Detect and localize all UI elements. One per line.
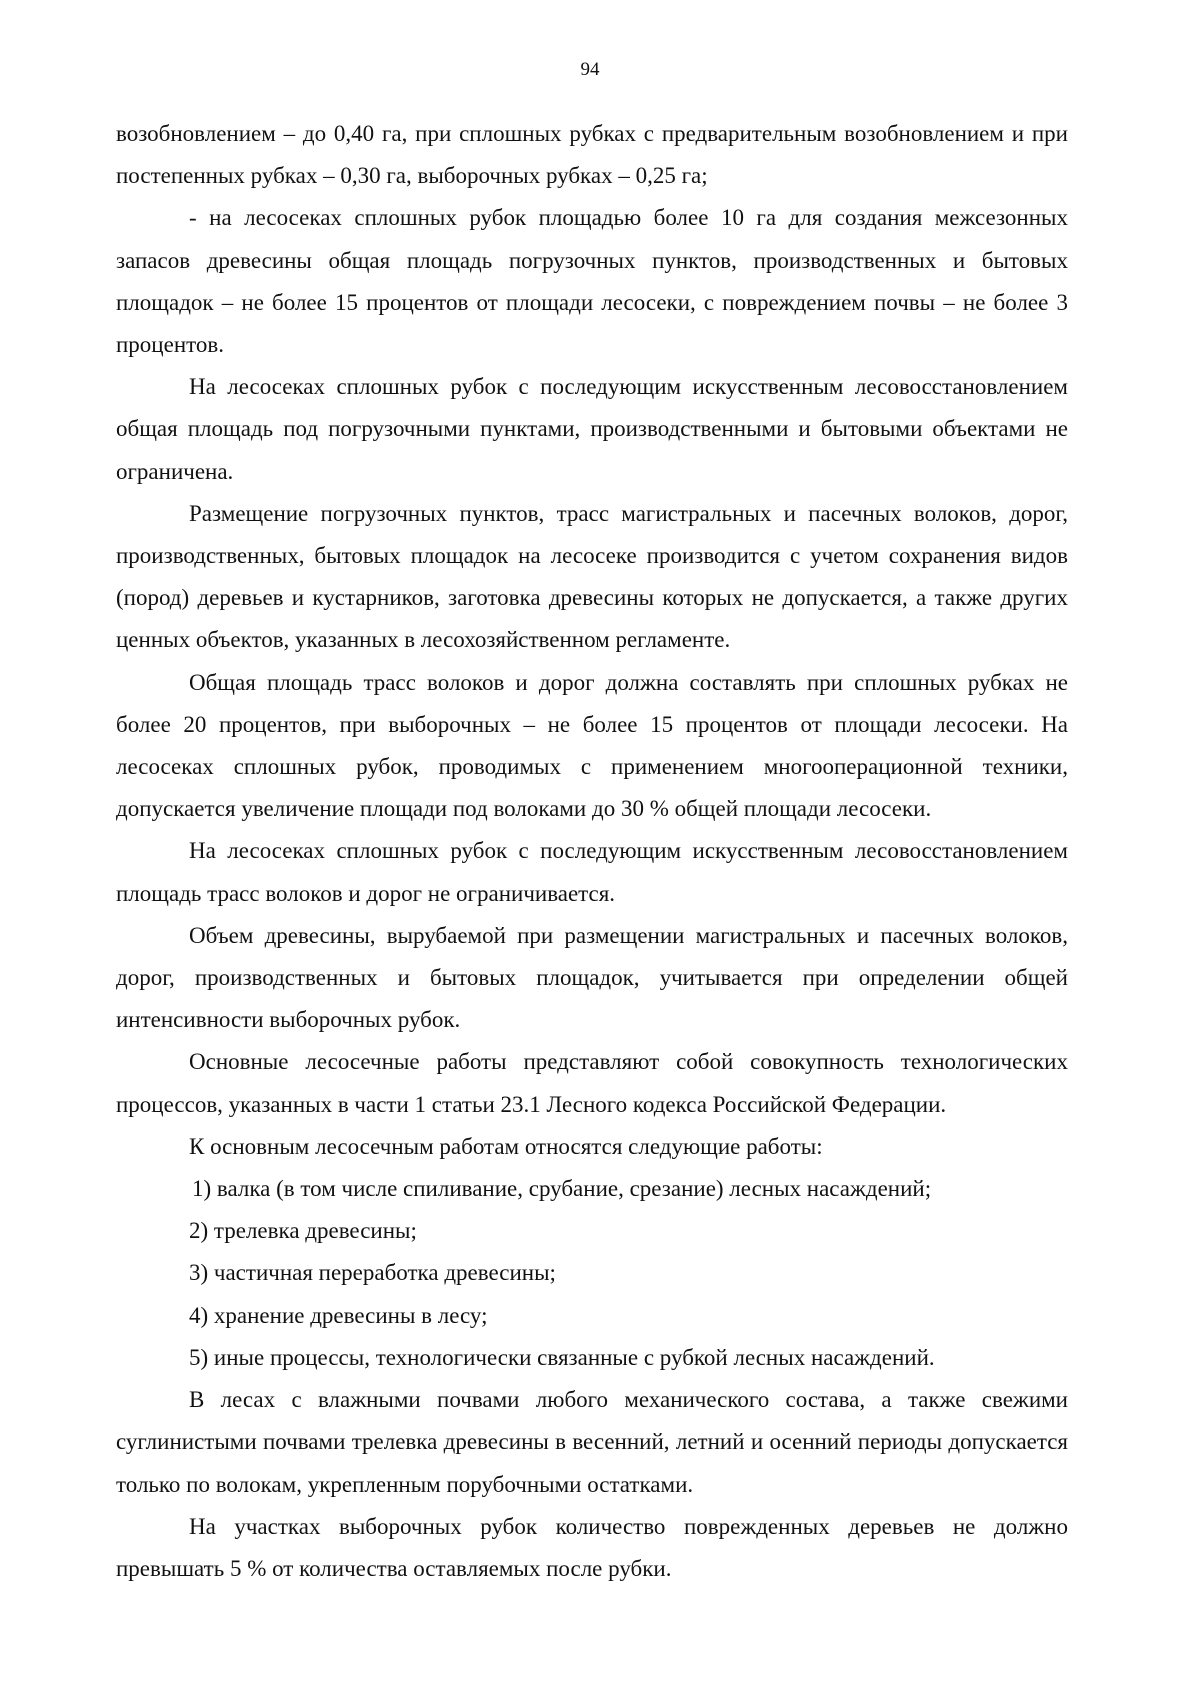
paragraph: Общая площадь трасс волоков и дорог должна составлять при сплошных рубках не более 20 процентов, при выборочных – не более 15 процентов от площади лесосеки. На лесосеках сплошных рубок, проводимых с применением многооперационной техники, допускается увеличение площади под волоками до 30 % общей площади лесосеки. xyxy=(116,669,1068,822)
list-item: 2) трелевка древесины; xyxy=(189,1218,417,1244)
list-item: 3) частичная переработка древесины; xyxy=(189,1260,556,1286)
paragraph-continuation: возобновлением – до 0,40 га, при сплошных рубках с предварительным возобновлением и при постепенных рубках – 0,30 га, выборочных рубках – 0,25 га; xyxy=(116,121,1068,189)
paragraph: На лесосеках сплошных рубок с последующим искусственным лесовосстановлением площадь трасс волоков и дорог не ограничивается. xyxy=(116,838,1068,906)
paragraph: К основным лесосечным работам относятся следующие работы: xyxy=(189,1133,823,1159)
paragraph-bullet: - на лесосеках сплошных рубок площадью более 10 га для создания межсезонных запасов древесины общая площадь погрузочных пунктов, производственных и бытовых площадок – не более 15 процентов от площади лесосеки, с повреждением почвы – не более 3 процентов. xyxy=(116,205,1068,358)
list-item: 4) хранение древесины в лесу; xyxy=(189,1302,488,1328)
paragraph: Основные лесосечные работы представляют собой совокупность технологических процессов, указанных в части 1 статьи 23.1 Лесного кодекса Российской Федерации. xyxy=(116,1049,1068,1117)
paragraph: Размещение погрузочных пунктов, трасс магистральных и пасечных волоков, дорог, производственных, бытовых площадок на лесосеке производится с учетом сохранения видов (пород) деревьев и кустарников, заготовка древесины которых не допускается, а также других ценных объектов, указанных в лесохозяйственном регламенте. xyxy=(116,500,1068,653)
list-item: 1) валка (в том числе спиливание, срубание, срезание) лесных насаждений; xyxy=(192,1176,932,1202)
paragraph: На лесосеках сплошных рубок с последующим искусственным лесовосстановлением общая площадь под погрузочными пунктами, производственными и бытовыми объектами не ограничена. xyxy=(116,374,1068,484)
list-item: 5) иные процессы, технологически связанные с рубкой лесных насаждений. xyxy=(189,1344,935,1370)
page-number: 94 xyxy=(580,59,600,80)
paragraph: В лесах с влажными почвами любого механического состава, а также свежими суглинистыми почвами трелевка древесины в весенний, летний и осенний периоды допускается только по волокам, укрепленным порубочными остатками. xyxy=(116,1387,1068,1497)
paragraph: На участках выборочных рубок количество поврежденных деревьев не должно превышать 5 % от количества оставляемых после рубки. xyxy=(116,1513,1068,1581)
document-body xyxy=(116,113,1068,1590)
paragraph: Объем древесины, вырубаемой при размещении магистральных и пасечных волоков, дорог, производственных и бытовых площадок, учитывается при определении общей интенсивности выборочных рубок. xyxy=(116,922,1068,1033)
